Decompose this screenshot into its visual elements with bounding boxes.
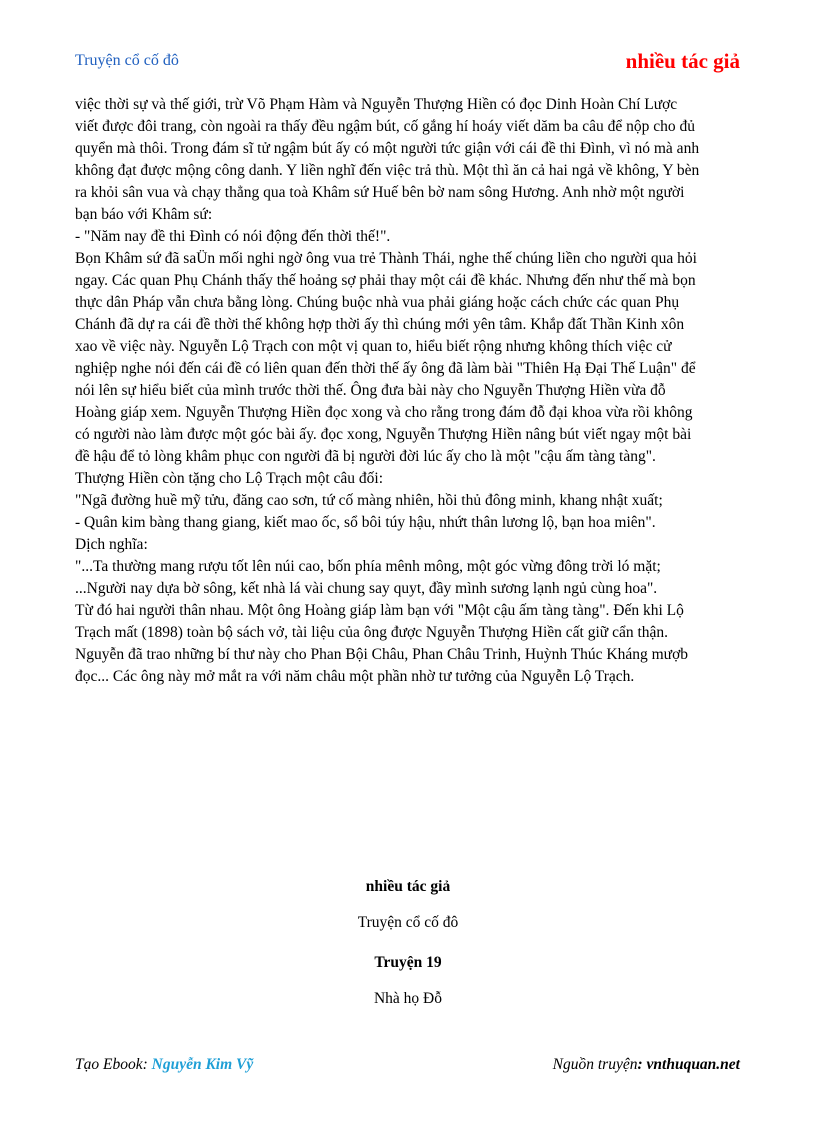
body-line: có người nào làm được một góc bài ấy. đọc xong, Nguyễn Thượng Hiền nâng bút viết ngay một bài: [75, 426, 692, 443]
body-line: nói lên sự hiểu biết của mình trước thời thế. Ông đưa bài này cho Nguyễn Thượng Hiền vừa đỗ: [75, 382, 666, 399]
body-line: "Ngã đường huề mỹ tửu, đăng cao sơn, tứ cố màng nhiên, hồi thủ đông minh, khang nhật xuất;: [75, 492, 663, 509]
body-line: ...Người nay dựa bờ sông, kết nhà lá vài chung say quyt, đầy mình sương lạnh ngủ cùng hoa".: [75, 580, 658, 597]
body-line: Chánh đã dự ra cái đề thời thế không hợp thời ấy thì chúng mới yên tâm. Khắp đất Thần Kinh xôn: [75, 316, 685, 333]
body-line: quyển mà thôi. Trong đám sĩ tử ngậm bút ấy có một người tức giận với cái đề thi Đình, vì nó mà anh: [75, 140, 700, 157]
end-book-title: Truyện cổ cố đô: [357, 914, 459, 931]
body-line: thực dân Pháp vẫn chưa bằng lòng. Chúng buộc nhà vua phải giáng hoặc cách chức các quan Phụ: [75, 294, 680, 311]
body-line: ra khỏi sân vua và chạy thẳng qua toà Khâm sứ Huế bên bờ nam sông Hương. Anh nhờ một người: [75, 184, 685, 201]
body-line: Hoàng giáp xem. Nguyễn Thượng Hiền đọc xong và cho rằng trong đám đỗ đại khoa vừa rồi không: [75, 404, 693, 421]
body-line: - Quân kim bàng thang giang, kiết mao ốc, sổ bôi túy hậu, nhứt thân lương lộ, bạn hoa miên".: [75, 514, 656, 531]
footer-ebook-name: Nguyễn Kim Vỹ: [151, 1056, 254, 1073]
body-line: xao về việc này. Nguyễn Lộ Trạch con một vị quan to, hiểu biết rộng nhưng không thích việc cử: [75, 338, 672, 355]
body-line: "...Ta thường mang rượu tốt lên núi cao, bốn phía mênh mông, một góc vừng đông trời ló mặt;: [75, 558, 661, 575]
end-chapter: Truyện 19: [374, 954, 442, 971]
end-subtitle: Nhà họ Đỗ: [373, 990, 443, 1007]
body-line: Trạch mất (1898) toàn bộ sách vở, tài liệu của ông được Nguyễn Thượng Hiền cất giữ cẩn thận.: [75, 624, 669, 641]
footer-ebook-label: Tạo Ebook: [75, 1056, 143, 1073]
header-book-title: Truyện cổ cố đô: [75, 52, 179, 69]
header-author: nhiều tác giả: [625, 49, 740, 73]
body-line: nghiệp nghe nói đến cái đề có liên quan đến thời thế ấy ông đã làm bài "Thiên Hạ Đại Thế Luận" để: [75, 360, 696, 377]
body-line: đề hậu để tỏ lòng khâm phục con người đã bị người đời lúc ấy cho là một "cậu ấm tàng tàng".: [75, 448, 656, 465]
body-line: Dịch nghĩa:: [75, 536, 148, 553]
footer-source-label: Nguồn truyện: [552, 1056, 638, 1073]
body-line: Nguyễn đã trao những bí thư này cho Phan Bội Châu, Phan Châu Trinh, Huỳnh Thúc Kháng mượb: [75, 646, 689, 663]
footer-ebook-credit: [75, 1056, 253, 1074]
footer-source-site: vnthuquan.net: [646, 1056, 740, 1073]
body-line: đọc... Các ông này mở mắt ra với năm châu một phần nhờ tư tưởng của Nguyễn Lộ Trạch.: [75, 668, 635, 685]
footer-source-credit: [553, 1056, 740, 1074]
body-line: Từ đó hai người thân nhau. Một ông Hoàng giáp làm bạn với "Một cậu ấm tàng tàng". Đến khi Lộ: [75, 602, 684, 619]
footer-ebook-separator: :: [142, 1056, 152, 1073]
body-line: Thượng Hiền còn tặng cho Lộ Trạch một câu đối:: [75, 470, 384, 487]
body-line: việc thời sự và thế giới, trừ Võ Phạm Hàm và Nguyễn Thượng Hiền có đọc Dinh Hoàn Chí Lược: [75, 96, 678, 113]
body-line: bạn báo với Khâm sứ:: [75, 206, 213, 223]
body-line: không đạt được mộng công danh. Y liền nghĩ đến việc trả thù. Một thì ăn cả hai ngả về không, Y bèn: [75, 162, 700, 179]
body-line: ngay. Các quan Phụ Chánh thấy thế hoảng sợ phải thay một cái đề khác. Nhưng đến như thế mà bọn: [75, 272, 696, 289]
body-line: viết được đôi trang, còn ngoài ra thấy đều ngậm bút, cố gắng hí hoáy viết dăm ba câu để nộp cho đủ: [75, 118, 696, 135]
story-body: [75, 94, 747, 688]
footer-source-separator: :: [637, 1056, 647, 1073]
end-author: nhiều tác giả: [365, 878, 451, 895]
body-line: - "Năm nay đề thi Đình có nói động đến thời thế!".: [75, 228, 391, 245]
body-line: Bọn Khâm sứ đã saÜn mối nghi ngờ ông vua trẻ Thành Thái, nghe thế chúng liền cho người qua hỏi: [75, 250, 697, 267]
